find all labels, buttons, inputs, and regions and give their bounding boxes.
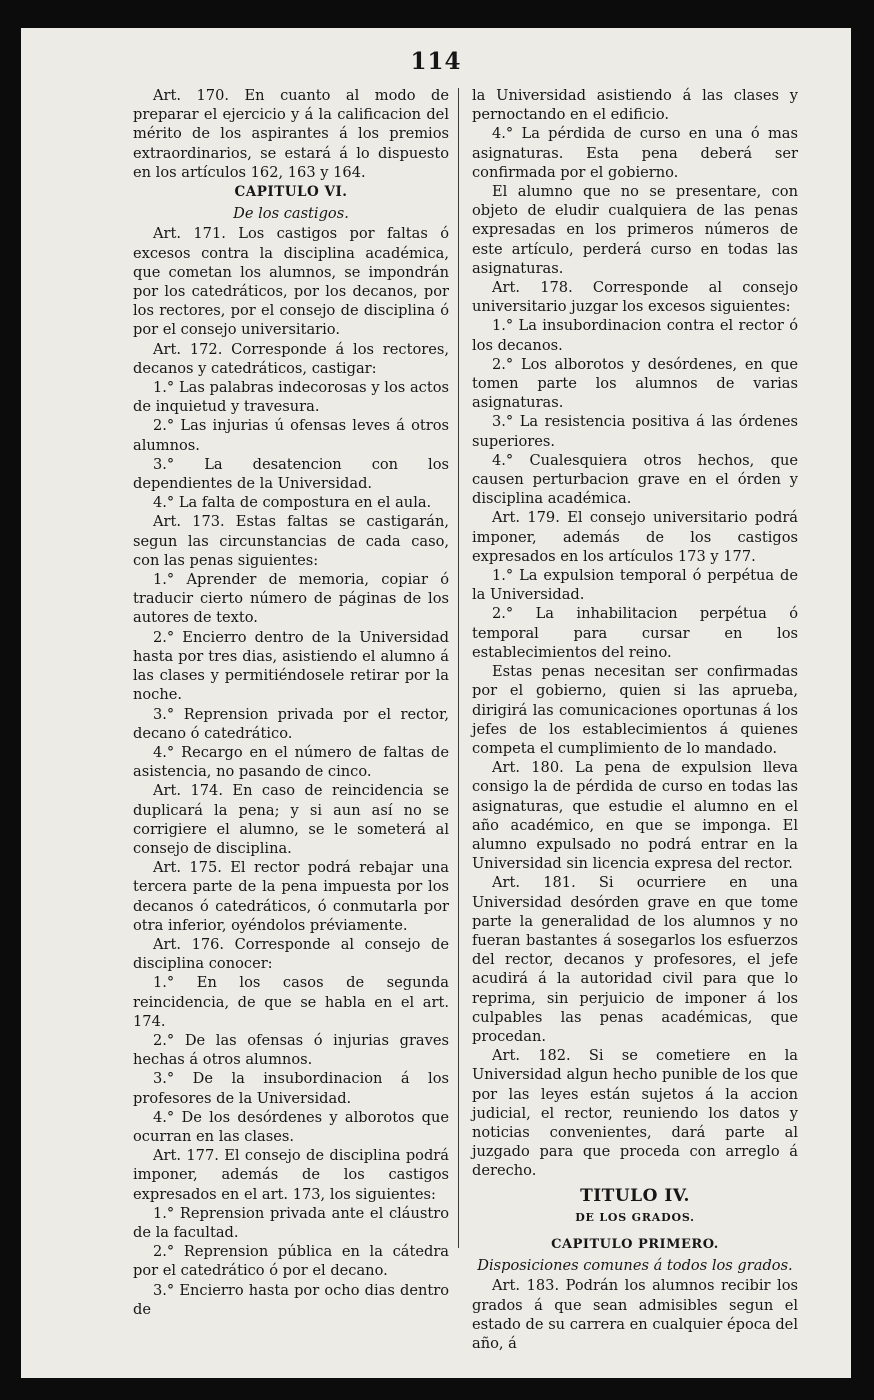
- paragraph: Estas penas necesitan ser confirmadas por el gobierno, quien si las aprueba, dirigirá las comunicaciones oportunas á los jefes de los establecimientos á quienes competa el cumplimiento de lo mandado.: [472, 663, 798, 757]
- page-number: 114: [410, 48, 462, 75]
- paragraph: El alumno que no se presentare, con objeto de eludir cualquiera de las penas expresadas en los primeros números de este artículo, perderá curso en todas las asignaturas.: [472, 183, 798, 277]
- paragraph: 1.° Reprension privada ante el cláustro de la facultad.: [133, 1204, 449, 1241]
- column-divider: [458, 88, 459, 1248]
- paragraph: Art. 182. Si se cometiere en la Universidad algun hecho punible de los que por las leyes están sujetos á la accion judicial, el rector, reuniendo los datos y noticias convenientes, dará parte al juzgado para que proceda con arreglo á derecho.: [472, 1047, 798, 1180]
- paragraph: 4.° La pérdida de curso en una ó mas asignaturas. Esta pena deberá ser confirmada por el gobierno.: [472, 125, 798, 181]
- paragraph: Art. 177. El consejo de disciplina podrá imponer, además de los castigos expresados en el art. 173, los siguientes:: [133, 1147, 449, 1203]
- paragraph: 4.° La falta de compostura en el aula.: [153, 494, 432, 512]
- paragraph: Art. 183. Podrán los alumnos recibir los grados á que sean admisibles segun el estado de su carrera en cualquier época del año, á: [472, 1277, 798, 1352]
- paragraph: 2.° De las ofensas ó injurias graves hechas á otros alumnos.: [133, 1031, 449, 1069]
- chapter-heading: CAPITULO PRIMERO.: [551, 1236, 719, 1252]
- paragraph: Art. 181. Si ocurriere en una Universidad desórden grave en que tome parte la generalidad de los alumnos y no fueran bastantes á sosegarlos los esfuerzos del rector, decanos y profesores, el jefe acudirá á la autoridad civil para que lo reprima, sin perjuicio de imponer á los culpables las penas académicas, que procedan.: [472, 874, 798, 1045]
- paragraph: Art. 174. En caso de reincidencia se duplicará la pena; y si aun así no se corrigiere el alumno, se le someterá al consejo de disciplina.: [133, 782, 449, 857]
- paragraph: Art. 171. Los castigos por faltas ó excesos contra la disciplina académica, que cometan los alumnos, se impondrán por los catedráticos, por los decanos, por los rectores, por el consejo de disciplina ó por el consejo universitario.: [133, 225, 449, 339]
- paragraph: 4.° De los desórdenes y alborotos que ocurran en las clases.: [133, 1108, 449, 1145]
- paragraph: 2.° Los alborotos y desórdenes, en que tomen parte los alumnos de varias asignaturas.: [472, 355, 798, 412]
- book-page: [21, 28, 851, 1378]
- paragraph: 2.° Encierro dentro de la Universidad hasta por tres dias, asistiendo el alumno á las clases y permitiéndosele retirar por la noche.: [133, 628, 449, 704]
- paragraph: 1.° Aprender de memoria, copiar ó traducir cierto número de páginas de los autores de texto.: [133, 571, 449, 627]
- title-heading: TITULO IV.: [580, 1185, 690, 1206]
- left-column: [133, 86, 449, 1319]
- paragraph: 2.° Las injurias ú ofensas leves á otros alumnos.: [133, 417, 449, 454]
- chapter-heading: CAPITULO VI.: [234, 184, 348, 201]
- paragraph: Art. 172. Corresponde á los rectores, decanos y catedráticos, castigar:: [133, 340, 449, 377]
- paragraph: Art. 180. La pena de expulsion lleva consigo la de pérdida de curso en todas las asignaturas, que estudie el alumno en el año académico, en que se imponga. El alumno expulsado no podrá entrar en la Universidad sin licencia expresa del rector.: [472, 759, 798, 873]
- paragraph: Art. 178. Corresponde al consejo universitario juzgar los excesos siguientes:: [472, 279, 798, 316]
- paragraph: Art. 173. Estas faltas se castigarán, segun las circunstancias de cada caso, con las penas siguientes:: [133, 513, 449, 569]
- paragraph: 3.° La resistencia positiva á las órdenes superiores.: [472, 413, 798, 450]
- paragraph: 2.° La inhabilitacion perpétua ó temporal para cursar en los establecimientos del reino.: [472, 605, 798, 661]
- section-subtitle: Disposiciones comunes á todos los grados.: [477, 1257, 793, 1275]
- paragraph-continued: la Universidad asistiendo á las clases y pernoctando en el edificio.: [472, 87, 798, 124]
- section-subtitle: De los castigos.: [233, 205, 349, 223]
- title-subheading: DE LOS GRADOS.: [575, 1210, 695, 1224]
- right-column: [472, 86, 798, 1353]
- paragraph: 4.° Recargo en el número de faltas de asistencia, no pasando de cinco.: [133, 743, 449, 781]
- paragraph: 1.° En los casos de segunda reincidencia, de que se habla en el art. 174.: [133, 974, 449, 1030]
- paragraph: 4.° Cualesquiera otros hechos, que causen perturbacion grave en el órden y disciplina académica.: [472, 451, 798, 508]
- paragraph: Art. 175. El rector podrá rebajar una tercera parte de la pena impuesta por los decanos ó catedráticos, ó conmutarla por otra inferior, oyéndolos préviamente.: [133, 859, 449, 934]
- paragraph: Art. 179. El consejo universitario podrá imponer, además de los castigos expresados en los artículos 173 y 177.: [472, 509, 798, 565]
- paragraph: 3.° Encierro hasta por ocho dias dentro de: [133, 1281, 449, 1318]
- paragraph: Art. 176. Corresponde al consejo de disciplina conocer:: [133, 935, 449, 973]
- paragraph: 1.° Las palabras indecorosas y los actos de inquietud y travesura.: [133, 379, 449, 416]
- paragraph: 1.° La expulsion temporal ó perpétua de la Universidad.: [472, 567, 798, 604]
- paragraph: 2.° Reprension pública en la cátedra por el catedrático ó por el decano.: [133, 1243, 449, 1280]
- paragraph: 3.° La desatencion con los dependientes de la Universidad.: [133, 455, 449, 493]
- paragraph: 3.° De la insubordinacion á los profesores de la Universidad.: [133, 1070, 449, 1107]
- paragraph: 3.° Reprension privada por el rector, decano ó catedrático.: [133, 705, 449, 742]
- paragraph: Art. 170. En cuanto al modo de preparar el ejercicio y á la calificacion del mérito de los aspirantes á los premios extraordinarios, se estará á lo dispuesto en los artículos 162, 163 y 164.: [133, 87, 449, 181]
- paragraph: 1.° La insubordinacion contra el rector ó los decanos.: [472, 317, 798, 354]
